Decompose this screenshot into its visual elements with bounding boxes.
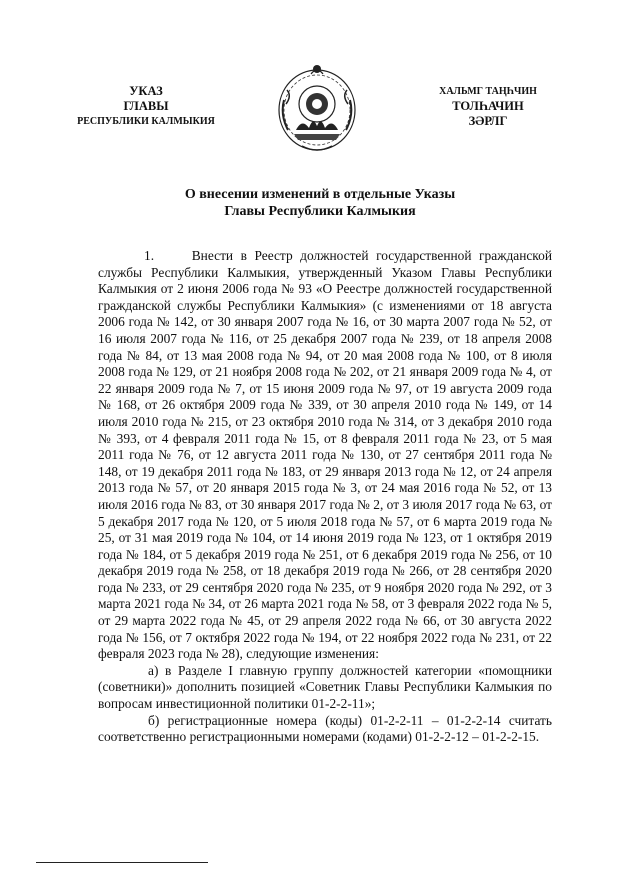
document-title: [0, 186, 640, 220]
header-right-block: [400, 84, 576, 129]
header-left-subtitle: ГЛАВЫ: [123, 99, 169, 113]
header-left-block: [58, 84, 234, 129]
header-right-line3: ЗӘРЛГ: [468, 114, 508, 128]
paragraph-item-a: а) в Разделе I главную группу должностей категории «помощники (советники)» дополнить позицией «Советник Главы Республики Калмыкия по вопросам инвестиционной политики 01-2-2-11»;: [98, 662, 552, 712]
paragraph-item-b: б) регистрационные номера (коды) 01-2-2-11 – 01-2-2-14 считать соответственно регистрационными номерами (кодами) 01-2-2-12 – 01-2-2-15.: [98, 712, 552, 745]
header-right-line2: ТОЛҺАЧИН: [452, 99, 524, 113]
document-title-line2: Главы Республики Калмыкия: [224, 204, 416, 219]
document-body: [98, 248, 552, 746]
header-right-line1: ХАЛЬМГ ТАҢҺЧИН: [439, 86, 537, 97]
footnote-divider: [36, 862, 208, 863]
header-left-title: УКАЗ: [129, 84, 163, 98]
kalmykia-coat-of-arms-icon: [272, 60, 362, 158]
header-left-republic: РЕСПУБЛИКИ КАЛМЫКИЯ: [77, 116, 215, 127]
paragraph-item-1: 1. Внести в Реестр должностей государственной гражданской службы Республики Калмыкия, утвержденный Указом Главы Республики Калмыкия от 2 июня 2006 года № 93 «О Реестре должностей государственной гражданской службы Республики Калмыкия» (с изменениями от 18 августа 2006 года № 142, от 30 января 2007 года № 16, от 30 марта 2007 года № 52, от 16 июля 2007 года № 116, от 25 декабря 2007 года № 239, от 18 апреля 2008 года № 84, от 13 мая 2008 года № 94, от 20 мая 2008 года № 100, от 8 июля 2008 года № 129, от 21 ноября 2008 года № 202, от 21 января 2009 года № 4, от 22 января 2009 года № 7, от 15 июня 2009 года № 97, от 19 августа 2009 года № 168, от 26 октября 2009 года № 339, от 30 апреля 2010 года № 149, от 14 июля 2010 года № 215, от 23 октября 2010 года № 314, от 3 декабря 2010 года № 393, от 4 февраля 2011 года № 15, от 8 февраля 2011 года № 23, от 5 мая 2011 года № 76, от 12 августа 2011 года № 130, от 27 сентября 2011 года № 148, от 19 декабря 2011 года № 183, от 29 января 2013 года № 12, от 24 апреля 2013 года № 57, от 20 января 2015 года № 3, от 24 мая 2016 года № 52, от 13 июля 2016 года № 83, от 30 января 2017 года № 2, от 3 июля 2017 года № 63, от 5 декабря 2017 года № 120, от 5 июля 2018 года № 57, от 6 марта 2019 года № 25, от 31 мая 2019 года № 104, от 14 июня 2019 года № 123, от 1 октября 2019 года № 184, от 5 декабря 2019 года № 251, от 6 декабря 2019 года № 256, от 10 декабря 2019 года № 258, от 18 декабря 2019 года № 266, от 28 сентября 2020 года № 233, от 29 сентября 2020 года № 235, от 9 ноября 2020 года № 292, от 3 марта 2021 года № 34, от 26 марта 2021 года № 58, от 3 февраля 2022 года № 5, от 29 марта 2022 года № 45, от 29 апреля 2022 года № 66, от 30 августа 2022 года № 156, от 7 октября 2022 года № 194, от 22 ноября 2022 года № 231, от 22 февраля 2023 года № 28), следующие изменения:: [98, 248, 552, 662]
document-title-line1: О внесении изменений в отдельные Указы: [184, 187, 456, 202]
